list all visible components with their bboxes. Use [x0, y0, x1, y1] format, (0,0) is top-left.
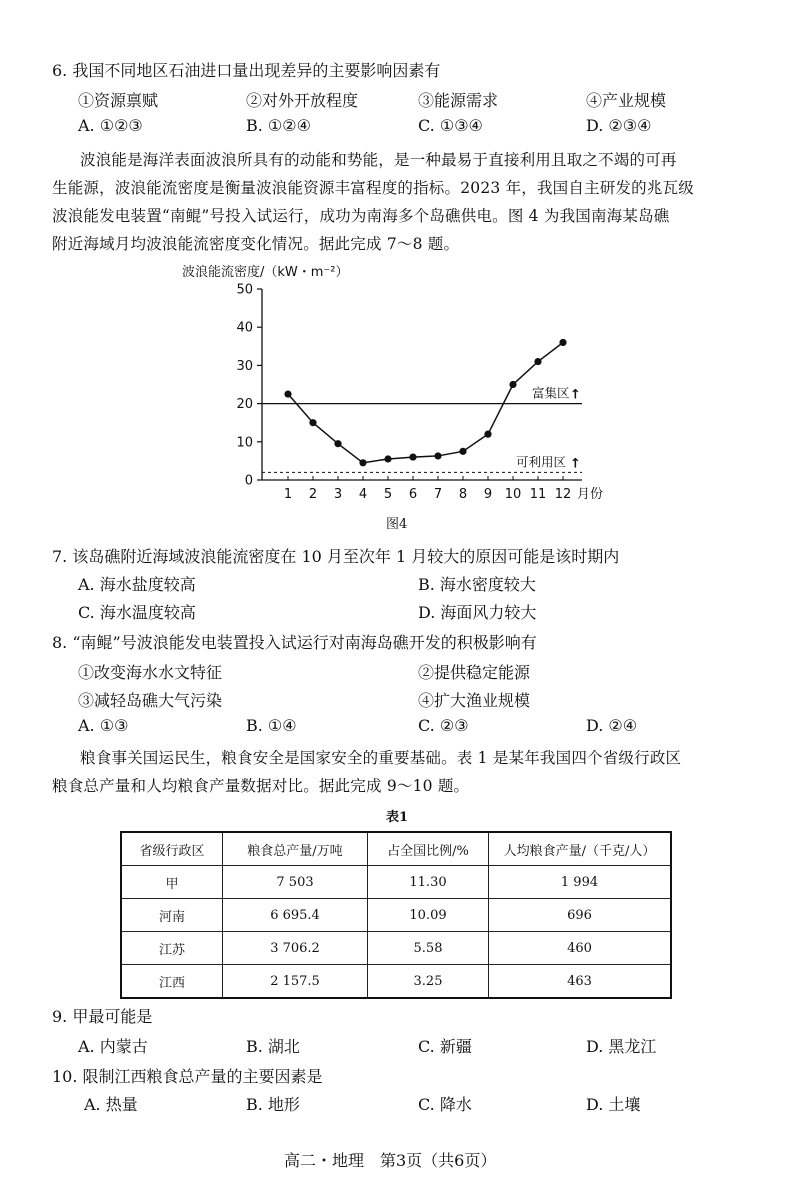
data-point [284, 390, 291, 397]
y-tick-label: 0 [244, 473, 253, 489]
passage2-line-1: 粮食事关国运民生，粮食安全是国家安全的重要基础。表 1 是某年我国四个省级行政区 [80, 749, 682, 767]
q9-option-d: D. 黑龙江 [586, 1037, 657, 1056]
table1-header-row [121, 832, 671, 866]
x-tick-label: 4 [358, 487, 368, 502]
table1-cell: 江苏 [121, 932, 223, 965]
x-tick-label: 9 [483, 487, 493, 502]
table1-cell: 460 [489, 932, 672, 965]
q10-option-c: C. 降水 [418, 1095, 472, 1114]
q9-option-a: A. 内蒙古 [78, 1037, 148, 1056]
rich-zone-label: 富集区 [532, 385, 570, 401]
table1-cell: 2 157.5 [223, 965, 368, 999]
q8-option-b: B. ①④ [246, 716, 297, 735]
data-point [559, 339, 566, 346]
table1-cell: 1 994 [489, 866, 672, 899]
y-tick-label: 30 [236, 358, 253, 374]
table-row [121, 965, 671, 999]
usable-zone-label: 可利用区 [516, 454, 567, 470]
data-point [409, 453, 416, 460]
passage1-line-1: 波浪能是海洋表面波浪所具有的动能和势能，是一种最易于直接利用且取之不竭的可再 [80, 151, 677, 169]
q6-option-a: A. ①②③ [78, 116, 143, 135]
y-tick-label: 40 [236, 320, 253, 336]
data-point [359, 459, 366, 466]
q10-stem: 10. 限制江西粮食总产量的主要因素是 [52, 1067, 323, 1086]
data-point [309, 419, 316, 426]
usable-zone-arrow-icon: ↑ [570, 456, 581, 472]
passage1-line-3: 波浪能发电装置“南鲲”号投入试运行，成功为南海多个岛礁供电。图 4 为我国南海某岛礁 [52, 207, 670, 225]
table1-cell: 10.09 [368, 899, 489, 932]
table1-cell: 6 695.4 [223, 899, 368, 932]
table-row [121, 899, 671, 932]
table1-header-cell: 粮食总产量/万吨 [223, 832, 368, 866]
passage1-line-2: 生能源，波浪能流密度是衡量波浪能资源丰富程度的指标。2023 年，我国自主研发的兆瓦级 [52, 179, 694, 197]
q10-option-a: A. 热量 [84, 1095, 138, 1114]
q7-option-c: C. 海水温度较高 [78, 603, 196, 622]
figure4-caption: 图4 [386, 517, 408, 532]
data-point [384, 455, 391, 462]
series-line [288, 342, 563, 462]
q9-option-c: C. 新疆 [418, 1037, 472, 1056]
x-tick-label: 7 [433, 487, 443, 502]
table-row [121, 932, 671, 965]
q6-stem: 6. 我国不同地区石油进口量出现差异的主要影响因素有 [52, 61, 441, 80]
q8-stem: 8. “南鲲”号波浪能发电装置投入试运行对南海岛礁开发的积极影响有 [52, 633, 537, 652]
y-tick-label: 20 [236, 397, 253, 413]
q6-option-d: D. ②③④ [586, 116, 652, 135]
chart-ylabel: 波浪能流密度/（kW・m⁻²） [182, 265, 349, 280]
x-tick-label: 10 [504, 487, 522, 502]
q8-item-3: ③减轻岛礁大气污染 [78, 691, 223, 710]
data-point [534, 358, 541, 365]
table1-header-cell: 占全国比例/% [368, 832, 489, 866]
x-tick-label: 8 [458, 487, 468, 502]
x-tick-label: 12 [554, 487, 572, 502]
q8-item-4: ④扩大渔业规模 [418, 691, 531, 710]
table1-cell: 463 [489, 965, 672, 999]
q8-item-2: ②提供稳定能源 [418, 663, 531, 682]
q9-stem: 9. 甲最可能是 [52, 1007, 153, 1026]
q8-item-1: ①改变海水水文特征 [78, 663, 223, 682]
table1-header-cell: 省级行政区 [121, 832, 223, 866]
y-tick-label: 50 [236, 282, 253, 298]
x-tick-label: 1 [283, 487, 293, 502]
rich-zone-arrow-icon: ↑ [570, 387, 581, 403]
q6-item-2: ②对外开放程度 [246, 91, 359, 110]
table1-cell: 5.58 [368, 932, 489, 965]
x-tick-label: 2 [308, 487, 318, 502]
data-point [459, 448, 466, 455]
q9-option-b: B. 湖北 [246, 1037, 300, 1056]
page-footer: 高二・地理 第3页（共6页） [284, 1151, 497, 1170]
q10-option-d: D. 土壤 [586, 1095, 641, 1114]
table1-title: 表1 [386, 810, 409, 825]
y-tick-label: 10 [236, 435, 253, 451]
q6-option-b: B. ①②④ [246, 116, 311, 135]
q6-item-1: ①资源禀赋 [78, 91, 159, 110]
q7-option-a: A. 海水盐度较高 [78, 575, 196, 594]
table1-cell: 3.25 [368, 965, 489, 999]
q8-option-c: C. ②③ [418, 716, 469, 735]
x-tick-label: 5 [383, 487, 393, 502]
q8-option-a: A. ①③ [78, 716, 129, 735]
x-tick-label: 11 [529, 487, 547, 502]
table1 [120, 831, 672, 999]
table-row [121, 866, 671, 899]
table1-cell: 河南 [121, 899, 223, 932]
q6-item-4: ④产业规模 [586, 91, 667, 110]
table1-cell: 甲 [121, 866, 223, 899]
data-point [484, 431, 491, 438]
chart-xlabel: 月份 [577, 487, 604, 502]
x-tick-label: 3 [333, 487, 343, 502]
data-point [509, 381, 516, 388]
table1-cell: 696 [489, 899, 672, 932]
q7-stem: 7. 该岛礁附近海域波浪能流密度在 10 月至次年 1 月较大的原因可能是该时期内 [52, 547, 620, 566]
q10-option-b: B. 地形 [246, 1095, 300, 1114]
table1-header-cell: 人均粮食产量/（千克/人） [489, 832, 672, 866]
table1-cell: 7 503 [223, 866, 368, 899]
table1-cell: 江西 [121, 965, 223, 999]
q7-option-b: B. 海水密度较大 [418, 575, 536, 594]
table1-cell: 3 706.2 [223, 932, 368, 965]
x-tick-label: 6 [408, 487, 418, 502]
q6-option-c: C. ①③④ [418, 116, 483, 135]
passage1-line-4: 附近海域月均波浪能流密度变化情况。据此完成 7～8 题。 [52, 235, 460, 253]
q8-option-d: D. ②④ [586, 716, 638, 735]
data-point [434, 452, 441, 459]
figure4-chart [170, 258, 650, 508]
q6-item-3: ③能源需求 [418, 91, 499, 110]
q7-option-d: D. 海面风力较大 [418, 603, 537, 622]
passage2-line-2: 粮食总产量和人均粮食产量数据对比。据此完成 9～10 题。 [52, 777, 470, 795]
data-point [334, 440, 341, 447]
table1-cell: 11.30 [368, 866, 489, 899]
